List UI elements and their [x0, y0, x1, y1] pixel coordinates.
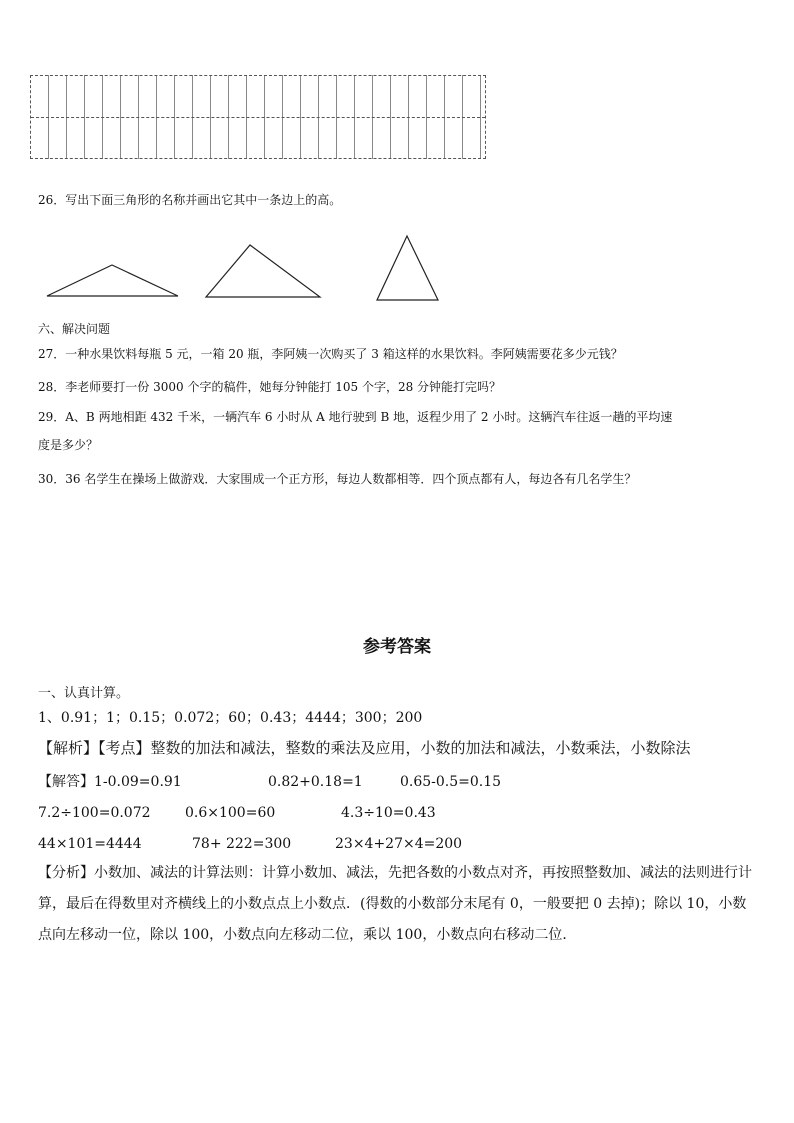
calc-r1c3: 0.65-0.5=0.15	[400, 774, 502, 790]
question-26: 26．写出下面三角形的名称并画出它其中一条边上的高。	[38, 193, 342, 207]
calc-r1c2: 0.82+0.18=1	[268, 774, 363, 790]
calc-r3c3: 23×4+27×4=200	[335, 836, 463, 852]
question-27: 27．一种水果饮料每瓶 5 元，一箱 20 瓶，李阿姨一次购买了 3 箱这样的水果饮料。李阿姨需要花多少元钱？	[38, 347, 623, 361]
right-triangle	[206, 245, 320, 297]
calc-r2c1: 7.2÷100=0.072	[38, 805, 151, 821]
question-29-line2: 度是多少？	[38, 438, 99, 452]
answer-1-analysis: 【解析】【考点】整数的加法和减法，整数的乘法及应用，小数的加法和减法，小数乘法，小数除法	[38, 739, 691, 757]
calc-r2c2: 0.6×100=60	[185, 805, 276, 821]
answer-1: 1、0.91；1；0.15；0.072；60；0.43；4444；300；200	[38, 710, 423, 726]
acute-triangle	[377, 236, 438, 300]
triangles-figure	[0, 0, 794, 320]
calc-r2c3: 4.3÷10=0.43	[341, 805, 436, 821]
answers-section-1: 一、认真计算。	[38, 686, 130, 701]
calc-r3c2: 78+ 222=300	[192, 836, 292, 852]
question-30: 30．36 名学生在操场上做游戏．大家围成一个正方形，每边人数都相等．四个顶点都有人，每边各有几名学生？	[38, 472, 637, 486]
section-6-heading: 六、解决问题	[38, 322, 111, 336]
question-29-line1: 29．A、B 两地相距 432 千米，一辆汽车 6 小时从 A 地行驶到 B 地，返程少用了 2 小时。这辆汽车往返一趟的平均速	[38, 410, 673, 424]
answer-1-fenxi: 【分析】小数加、减法的计算法则：计算小数加、减法，先把各数的小数点对齐，再按照整数加、减法的法则进行计算，最后在得数里对齐横线上的小数点点上小数点．(得数的小数部分末尾有 0，一般要把 0 去掉)；除以 10，小数点向左移动一位，除以 100，小数点向左移动二位，乘以 100，小数点向右移动二位．	[38, 865, 752, 943]
answers-title: 参考答案	[363, 637, 431, 657]
answer-1-solve: 【解答】1-0.09=0.91	[38, 774, 182, 790]
calc-r3c1: 44×101=4444	[38, 836, 142, 852]
question-28: 28．李老师要打一份 3000 个字的稿件，她每分钟能打 105 个字，28 分钟能打完吗？	[38, 380, 502, 394]
obtuse-triangle	[47, 265, 178, 296]
